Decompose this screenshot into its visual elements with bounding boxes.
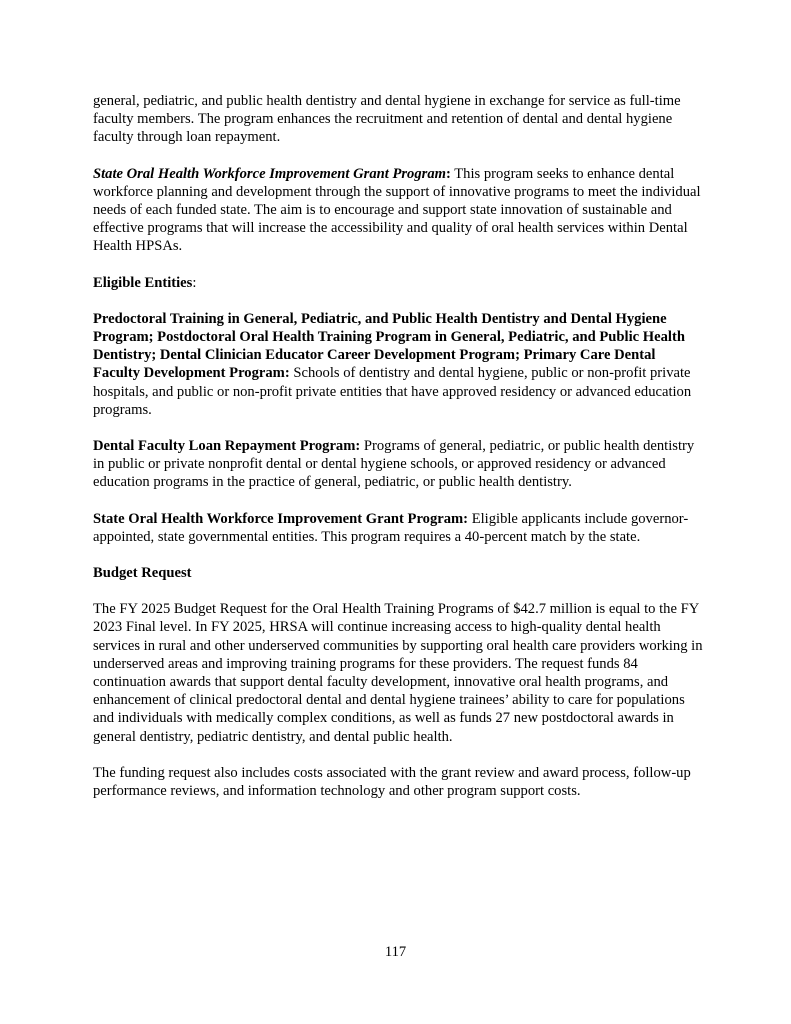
program-heading: Dental Faculty Loan Repayment Program: (93, 438, 361, 455)
program-heading: Predoctoral Training in General, Pediatric, and Public Health Dentistry and Dental Hygiene Program; Postdoctoral Oral Health Training Program in General, Pediatric, and Public Health Dentistry; Dental Clinician Educator Career Development Program; Primary Care Dental Faculty Development Program: (93, 310, 685, 382)
paragraph-state-workforce-eligibility (93, 510, 705, 546)
paragraph-text: Schools of dentistry and dental hygiene, public or non-profit private hospitals, and public or non-profit private entities that have approved residency or advanced education programs. (93, 365, 692, 418)
paragraph-text: Programs of general, pediatric, or public health dentistry in public or private nonprofit dental or dental hygiene schools, or approved residency or advanced education programs in the practice of general, pediatric, or public health dentistry. (93, 438, 695, 491)
page-number: 117 (384, 944, 407, 960)
eligible-entities-heading (93, 274, 705, 292)
heading-colon: : (192, 274, 197, 291)
paragraph-text: This program seeks to enhance dental workforce planning and development through the support of innovative programs to meet the individual needs of each funded state. The aim is to encourage and support state innovation of sustainable and effective programs that will increase the accessibility and quality of oral health services within Dental Health HPSAs. (93, 165, 701, 255)
paragraph-training-programs-eligibility (93, 310, 705, 419)
heading-colon: : (445, 165, 451, 182)
paragraph-loan-repayment-eligibility (93, 437, 705, 492)
budget-request-heading: Budget Request (93, 565, 192, 582)
paragraph-state-workforce-description (93, 165, 705, 256)
paragraph-faculty-loan-continued (93, 92, 705, 147)
paragraph-text: Eligible applicants include governor-appointed, state governmental entities. This program requires a 40-percent match by the state. (93, 510, 689, 545)
program-heading: State Oral Health Workforce Improvement Grant Program (93, 165, 446, 182)
paragraph-budget-request: The FY 2025 Budget Request for the Oral Health Training Programs of $42.7 million is equal to the FY 2023 Final level. In FY 2025, HRSA will continue increasing access to high-quality dental health services in rural and other underserved communities by supporting oral health care providers working in underserved areas and improving training programs for these providers. The request funds 84 continuation awards that support dental faculty development, innovative oral health programs, and enhancement of clinical predoctoral dental and dental hygiene trainees’ ability to care for populations and individuals with medically complex conditions, as well as funds 27 new postdoctoral awards in general dentistry, pediatric dentistry, and dental public health. (93, 601, 703, 745)
paragraph-funding-costs: The funding request also includes costs associated with the grant review and award process, follow-up performance reviews, and information technology and other program support costs. (93, 764, 691, 800)
section-heading: Eligible Entities (93, 274, 193, 291)
paragraph-text: general, pediatric, and public health dentistry and dental hygiene in exchange for service as full-time faculty members. The program enhances the recruitment and retention of dental and dental hygiene faculty through loan repayment. (93, 93, 681, 146)
document-body (93, 92, 705, 818)
program-heading: State Oral Health Workforce Improvement Grant Program: (93, 510, 469, 527)
